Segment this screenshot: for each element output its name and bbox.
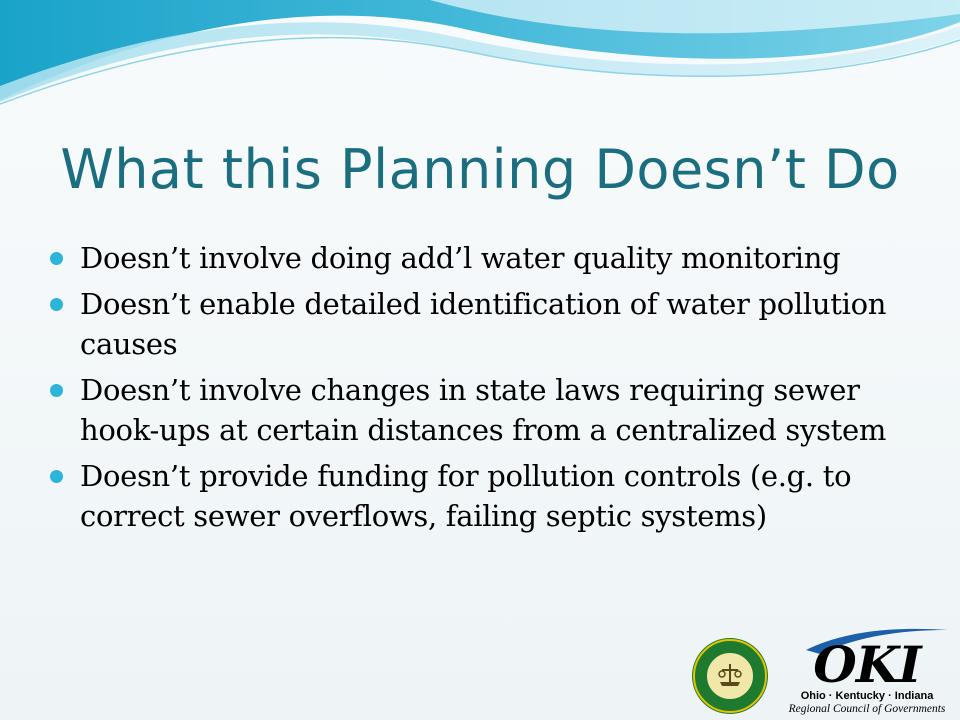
slide-title: What this Planning Doesn’t Do [60,138,900,201]
bullet-item [50,370,910,450]
oki-states-text: Ohio · Kentucky · Indiana [800,690,934,702]
bullet-item [50,238,910,278]
bullet-dot-icon [50,384,63,397]
bullet-text: Doesn’t involve changes in state laws requiring sewer hook-ups at certain distances from a centralized system [80,373,887,447]
bullet-dot-icon [50,252,63,265]
bullet-list [50,238,910,542]
bullet-dot-icon [50,470,63,483]
oki-wordmark: OKI [813,635,921,694]
county-seal-icon [690,636,770,716]
wave-header-graphic [0,0,960,120]
bullet-dot-icon [50,298,63,311]
bullet-text: Doesn’t enable detailed identification of water pollution causes [80,287,887,361]
bullet-item [50,456,910,536]
oki-logo [784,626,956,720]
oki-council-text: Regional Council of Governments [788,703,946,715]
bullet-text: Doesn’t provide funding for pollution controls (e.g. to correct sewer overflows, failing septic systems) [80,459,852,533]
logo-area [690,610,960,720]
bullet-text: Doesn’t involve doing add’l water quality monitoring [80,241,841,275]
bullet-item [50,284,910,364]
